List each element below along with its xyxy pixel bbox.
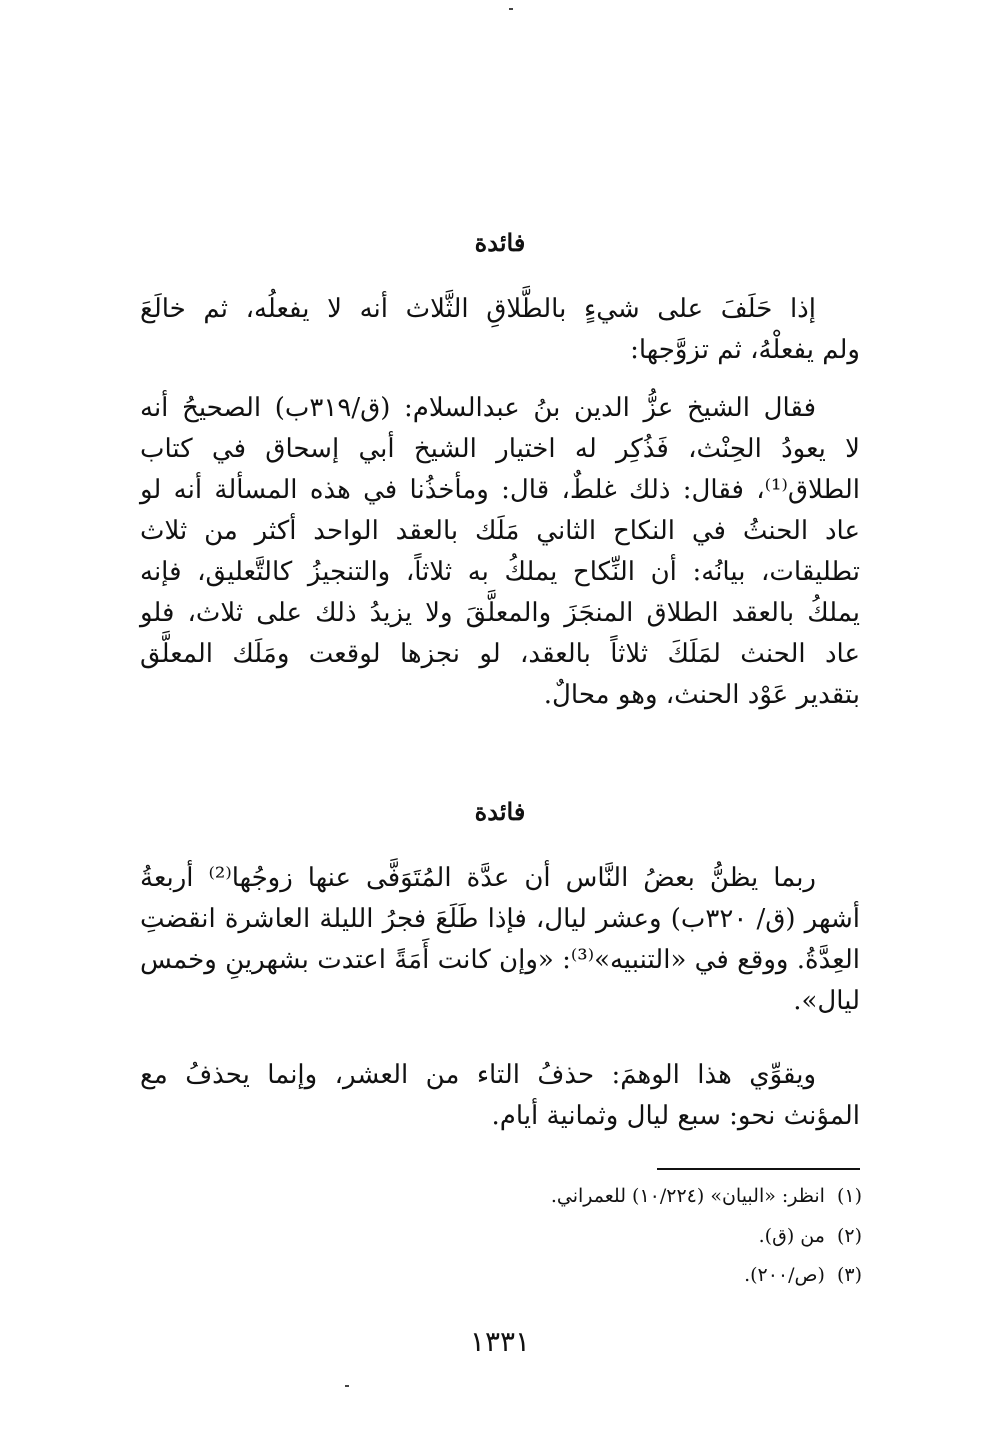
text-line: ويقوِّي هذا الوهمَ: حذفُ التاء من العشر، وإنما يحذفُ مع bbox=[140, 1060, 816, 1090]
text-line: فقال الشيخ عزُّ الدين بنُ عبدالسلام: (ق/٣١٩ب) الصحيحُ أنه bbox=[140, 393, 817, 423]
footnote-1 bbox=[551, 1185, 862, 1207]
text-line: إذا حَلَفَ على شيءٍ بالطَّلاقِ الثَّلاث أنه لا يفعلُه، ثم خالَعَ bbox=[140, 294, 816, 324]
section2-paragraph-1 bbox=[140, 858, 860, 1022]
footnote-number: (٣) bbox=[836, 1264, 862, 1286]
section-title-1: فائدة bbox=[474, 228, 526, 257]
footnote-2 bbox=[759, 1225, 862, 1247]
text-line: العِدَّةُ. ووقع في «التنبيه»⁽³⁾: «وإن كانت أَمَةً اعتدت بشهرينِ وخمس bbox=[140, 945, 860, 975]
section-title-2: فائدة bbox=[474, 797, 526, 826]
text-line: تطليقات، بيانُه: أن النِّكاح يملكُ به ثلاثاً، والتنجيزُ كالتَّعليق، فإنه bbox=[140, 557, 860, 587]
text-line: عاد الحنث لمَلَكَ ثلاثاً بالعقد، لو نجزها لوقعت ومَلَك المعلَّق bbox=[140, 639, 860, 669]
text-line: ولم يفعلْهُ، ثم تزوَّجها: bbox=[630, 335, 860, 365]
footnote-number: (١) bbox=[836, 1185, 862, 1207]
section1-paragraph-2 bbox=[140, 388, 860, 716]
text-line: عاد الحنثُ في النكاح الثاني مَلَك بالعقد الواحد أكثر من ثلاث bbox=[140, 516, 860, 546]
text-line: أشهر (ق/ ٣٢٠ب) وعشر ليال، فإذا طَلَعَ فجرُ الليلة العاشرة انقضتِ bbox=[140, 904, 860, 934]
footnote-text: انظر: «البيان» (١٠/٢٢٤) للعمراني. bbox=[550, 1185, 825, 1207]
text-line: ليال». bbox=[793, 986, 860, 1016]
section2-paragraph-2 bbox=[140, 1055, 860, 1137]
footnote-text: (ص/٢٠٠). bbox=[744, 1264, 825, 1286]
text-line: لا يعودُ الحِنْث، فَذُكِر له اختيار الشيخ أبي إسحاق في كتاب bbox=[140, 434, 860, 464]
section1-paragraph-1 bbox=[140, 289, 860, 371]
text-line: بتقدير عَوْد الحنث، وهو محالٌ. bbox=[543, 680, 860, 710]
scan-speck-top bbox=[509, 8, 513, 10]
scan-speck-bottom bbox=[345, 1385, 349, 1387]
footnote-text: من (ق). bbox=[758, 1225, 825, 1247]
text-line: المؤنث نحو: سبع ليال وثمانية أيام. bbox=[491, 1101, 860, 1131]
text-line: الطلاق⁽¹⁾، فقال: ذلك غلطٌ، قال: ومأخذُنا في هذه المسألة أنه لو bbox=[140, 475, 860, 505]
footnote-number: (٢) bbox=[836, 1225, 862, 1247]
page-number: ١٣٣١ bbox=[469, 1325, 531, 1358]
footnote-separator bbox=[657, 1168, 860, 1170]
text-line: ربما يظنُّ بعضُ النَّاس أن عدَّة المُتَوَفَّى عنها زوجُها⁽²⁾ أربعةُ bbox=[140, 863, 816, 893]
text-line: يملكُ بالعقد الطلاق المنجَزَ والمعلَّقَ ولا يزيدُ ذلك على ثلاث، فلو bbox=[140, 598, 860, 628]
footnote-3 bbox=[744, 1264, 862, 1286]
